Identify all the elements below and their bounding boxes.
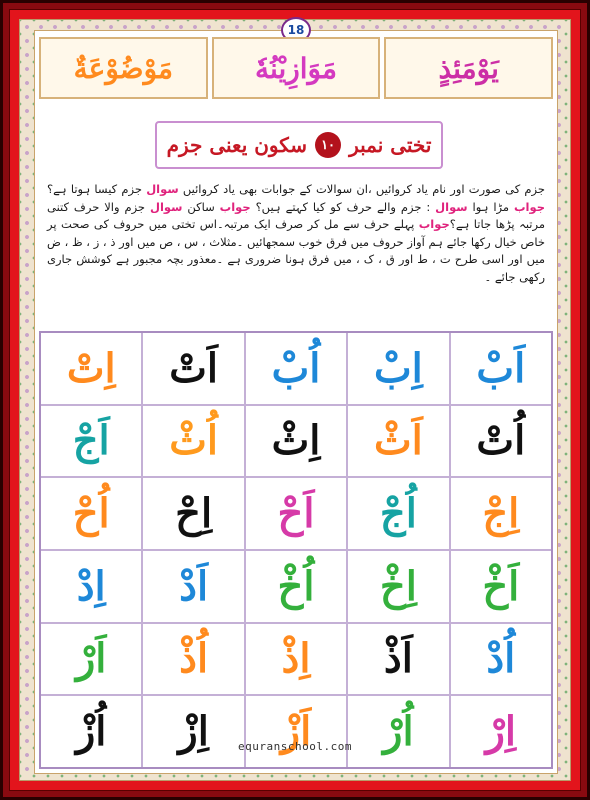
paragraph-text: جزم کیسا ہوتا ہے؟ xyxy=(47,182,147,196)
lesson-number-badge: ١٠ xyxy=(315,132,341,158)
instructions-paragraph xyxy=(47,181,545,327)
lesson-heading xyxy=(155,121,443,169)
lesson-title: تختی نمبر xyxy=(349,133,432,157)
letter-cell: اَحْ xyxy=(246,478,346,549)
topic-bar xyxy=(39,37,553,99)
highlight-keyword: سوال xyxy=(149,199,183,214)
topic-word-1: مَوْضُوْعَةٌ xyxy=(39,37,208,99)
letter-cell: اِذْ xyxy=(246,624,346,695)
letter-cell: اَذْ xyxy=(348,624,448,695)
letter-cell: اُحْ xyxy=(41,478,141,549)
lesson-subtitle: سکون یعنی جزم xyxy=(166,133,308,157)
paragraph-text: مڑا ہوا xyxy=(467,199,514,214)
website-label: equranschool.com xyxy=(238,740,352,753)
letter-cell: اَجْ xyxy=(41,406,141,477)
letter-cell: اُرْ xyxy=(348,696,448,767)
paragraph-text: پہلے حرف سے مل کر صرف ایک مرتبہ۔اس تختی میں حروف کی صحت پر خاص خیال رکھا جائے ہم آواز حروف میں فرق خوب سمجھائیں ۔مثلاث ، س ، ص میں اور ذ ، ز ، ظ ، ض میں اور اسی طرح ت ، ط اور ق ، ک ، میں فرق ہونا ضروری ہے ۔معذور بچہ مجبور ہے کوشش جاری رکھی جائے ۔ xyxy=(47,217,545,284)
letter-cell: اُزْ xyxy=(41,696,141,767)
letters-grid xyxy=(39,331,553,769)
page-content xyxy=(34,23,558,774)
letter-cell: اَثْ xyxy=(348,406,448,477)
topic-word-2: مَوَازِيْنُهٗ xyxy=(212,37,381,99)
letter-cell: اُذْ xyxy=(143,624,243,695)
highlight-keyword: جواب xyxy=(418,217,450,231)
letter-cell: اِحْ xyxy=(143,478,243,549)
letter-cell: اَتْ xyxy=(143,333,243,404)
letter-cell: اِخْ xyxy=(348,551,448,622)
letter-cell: اِزْ xyxy=(143,696,243,767)
letter-cell: اَبْ xyxy=(451,333,551,404)
letter-cell: اَدْ xyxy=(143,551,243,622)
letter-cell: اُتْ xyxy=(451,406,551,477)
letter-cell: اُجْ xyxy=(348,478,448,549)
letter-cell: اِجْ xyxy=(451,478,551,549)
paragraph-text: ساکن xyxy=(182,199,220,214)
letter-cell: اِرْ xyxy=(451,696,551,767)
topic-word-3: يَوْمَئِذٍ xyxy=(384,37,553,99)
letter-cell: اِبْ xyxy=(348,333,448,404)
letter-cell: اُثْ xyxy=(143,406,243,477)
paragraph-text: جزم کی صورت اور نام یاد کروائیں ،ان سوالات کے جوابات بھی یاد کروائیں xyxy=(178,182,545,196)
highlight-keyword: جواب xyxy=(219,199,251,214)
paragraph-text: : جزم والے حرف کو کیا کہتے ہیں؟ xyxy=(250,199,436,214)
letter-cell: اُبْ xyxy=(246,333,346,404)
letter-cell: اَزْ xyxy=(246,696,346,767)
letter-cell: اَخْ xyxy=(451,551,551,622)
paragraph-text: جزم والا حرف کتنی مرتبہ پڑھا جاتا ہے؟ xyxy=(47,199,545,231)
highlight-keyword: سوال xyxy=(435,199,468,214)
highlight-keyword: جواب xyxy=(513,199,545,214)
letter-cell: اَرْ xyxy=(41,624,141,695)
letter-cell: اُخْ xyxy=(246,551,346,622)
page-number: 18 xyxy=(281,17,311,43)
letter-cell: اِدْ xyxy=(41,551,141,622)
letter-cell: اِثْ xyxy=(246,406,346,477)
letter-cell: اِتْ xyxy=(41,333,141,404)
letter-cell: اُدْ xyxy=(451,624,551,695)
highlight-keyword: سوال xyxy=(146,182,179,196)
